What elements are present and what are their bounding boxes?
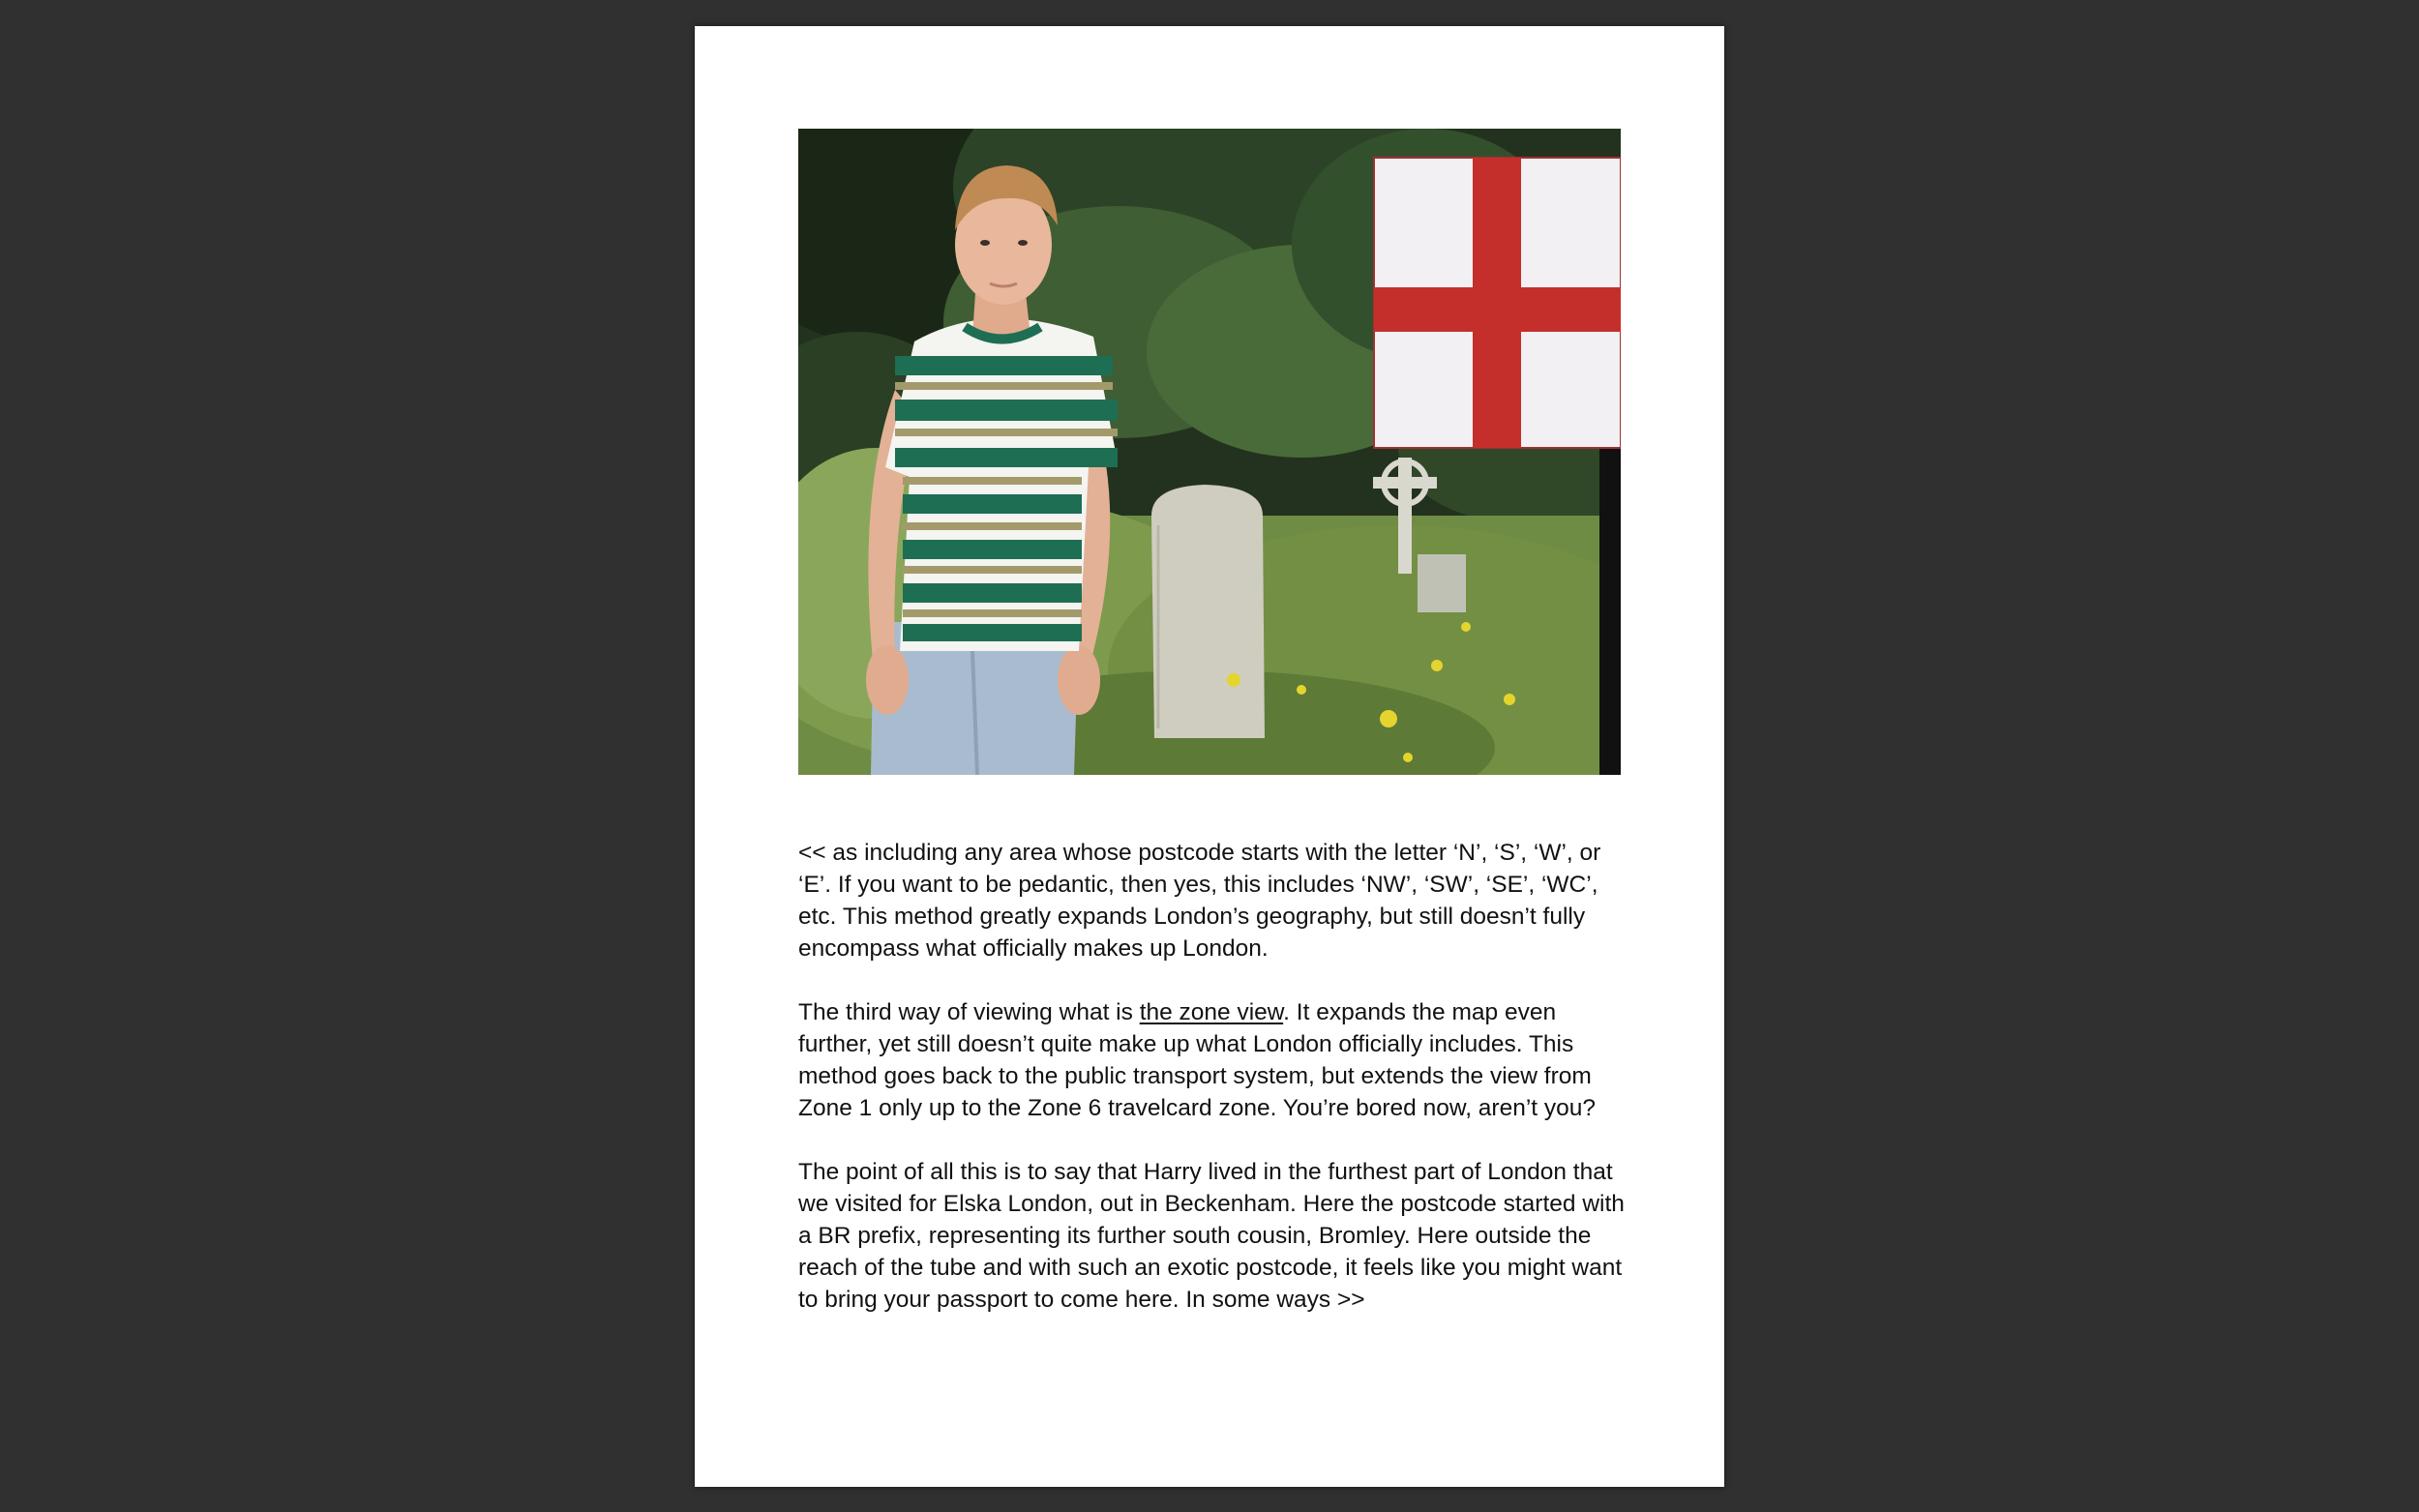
paragraph-2 (798, 996, 1630, 1124)
paragraph-3: The point of all this is to say that Harry lived in the furthest part of London that we visited for Elska London, out in Beckenham. Here the postcode started with a BR prefix, representing its further south cousin, Bromley. Here outside the reach of the tube and with such an exotic postcode, it feels like you might want to bring your passport to come here. In some ways >> (798, 1159, 1625, 1313)
document-page (695, 26, 1724, 1487)
article-body (798, 837, 1630, 1348)
paragraph-1: << as including any area whose postcode starts with the letter ‘N’, ‘S’, ‘W’, or ‘E’. If you want to be pedantic, then yes, this includes ‘NW’, ‘SW’, ‘SE’, ‘WC’, etc. This method greatly expands London’s geography, but still doesn’t fully encompass what officially makes up London. (798, 840, 1601, 962)
portrait-photo (798, 129, 1621, 775)
photo-image (798, 129, 1621, 775)
zone-view-link[interactable]: the zone view (1139, 999, 1284, 1025)
paragraph-2-text-after-link: . It expands the map even further, yet still doesn’t quite make up what London officially includes. This method goes back to the public transport system, but extends the view from Zone 1 only up to the Zone 6 travelcard zone. You’re bored now, aren’t you? (798, 999, 1597, 1121)
paragraph-2-text-before-link: The third way of viewing what is (798, 999, 1140, 1025)
